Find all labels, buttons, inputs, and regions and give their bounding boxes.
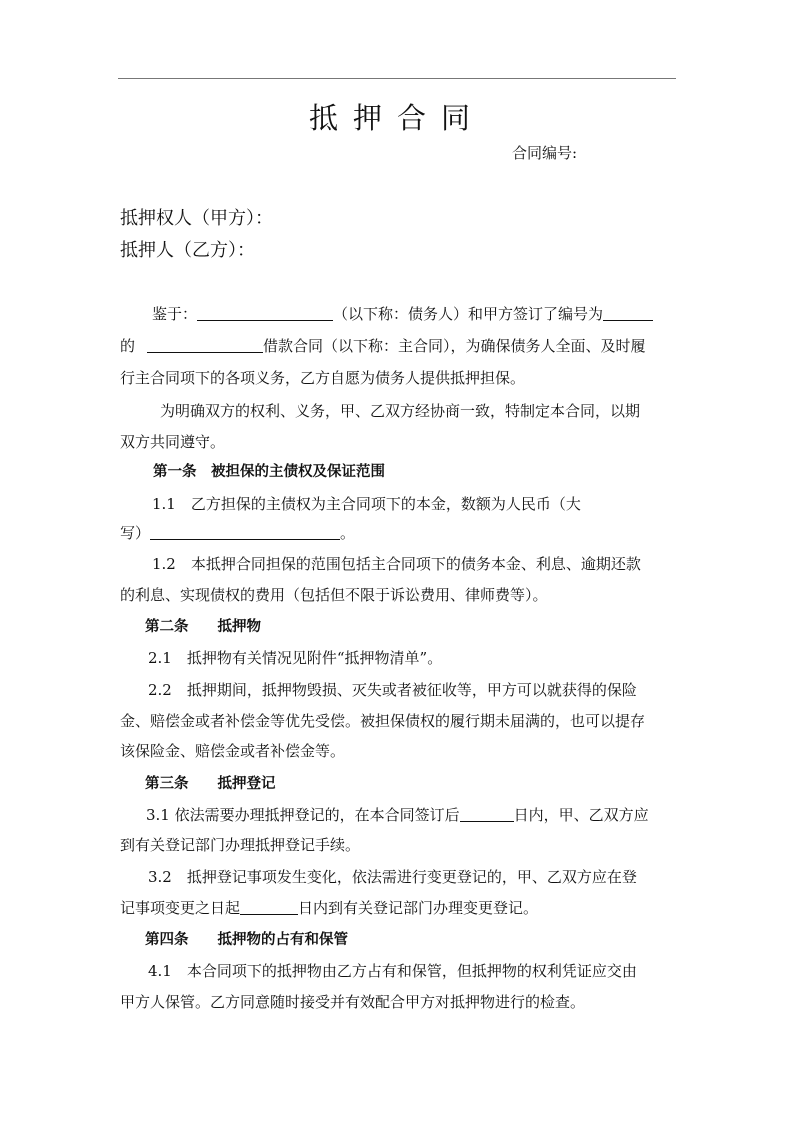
preamble-line-4: 为明确双方的权利、义务，甲、乙双方经协商一致，特制定本合同，以期	[160, 402, 641, 420]
clause-2-1: 2.1 抵押物有关情况见附件“抵押物清单”。	[148, 649, 443, 667]
clause-3-2: 3.2 抵押登记事项发生变化，依法需进行变更登记的，甲、乙双方应在登	[148, 868, 637, 886]
registration-days-blank	[460, 807, 514, 822]
clause-text: 。	[340, 524, 356, 542]
clause-3-1	[146, 804, 649, 825]
clause-3-1-cont: 到有关登记部门办理抵押登记手续。	[120, 836, 361, 854]
article-4-heading: 第四条 抵押物的占有和保管	[145, 932, 348, 948]
clause-text: 日内，甲、乙双方应	[513, 806, 649, 824]
article-1-heading: 第一条 被担保的主债权及保证范围	[153, 464, 385, 480]
clause-1-2: 1.2 本抵押合同担保的范围包括主合同项下的债务本金、利息、逾期还款	[152, 555, 641, 573]
clause-text: 日内到有关登记部门办理变更登记。	[298, 899, 539, 917]
clause-2-2: 2.2 抵押期间，抵押物毁损、灭失或者被征收等，甲方可以就获得的保险	[148, 681, 637, 699]
preamble-text: 的	[120, 337, 136, 355]
preamble-line-1	[152, 303, 653, 324]
clause-3-2-cont	[120, 897, 538, 918]
contract-number-label: 合同编号:	[512, 144, 578, 162]
clause-1-1-cont	[120, 522, 355, 543]
preamble-text: （以下称：债务人）和甲方签订了编号为	[333, 305, 604, 323]
preamble-line-2	[120, 335, 646, 356]
clause-2-2-cont-1: 金、赔偿金或者补偿金等优先受偿。被担保债权的履行期未届满的，也可以提存	[120, 712, 646, 730]
article-3-heading: 第三条 抵押登记	[145, 776, 276, 792]
clause-2-2-cont-2: 该保险金、赔偿金或者补偿金等。	[120, 742, 346, 760]
clause-4-1-cont: 甲方人保管。乙方同意随时接受并有效配合甲方对抵押物进行的检查。	[120, 993, 586, 1011]
clause-1-2-cont: 的利息、实现债权的费用（包括但不限于诉讼费用、律师费等）。	[120, 586, 548, 604]
clause-text: 写）	[120, 524, 151, 542]
clause-text: 3.1 依法需要办理抵押登记的，在本合同签订后	[146, 806, 460, 824]
debtor-blank	[197, 306, 333, 321]
clause-4-1: 4.1 本合同项下的抵押物由乙方占有和保管，但抵押物的权利凭证应交由	[148, 962, 637, 980]
change-days-blank	[240, 900, 298, 915]
clause-1-1: 1.1 乙方担保的主债权为主合同项下的本金，数额为人民币（大	[152, 495, 581, 513]
header-rule	[118, 78, 676, 79]
contract-number-blank	[603, 306, 653, 321]
article-2-heading: 第二条 抵押物	[145, 619, 261, 635]
amount-blank	[150, 525, 340, 540]
preamble-line-5: 双方共同遵守。	[120, 433, 226, 451]
mortgagee-label: 抵押权人（甲方）：	[120, 208, 273, 229]
loan-contract-blank	[147, 338, 263, 353]
preamble-text: 借款合同（以下称：主合同），为确保债务人全面、及时履	[263, 337, 646, 355]
preamble-line-3: 行主合同项下的各项义务，乙方自愿为债务人提供抵押担保。	[120, 369, 526, 387]
preamble-text: 鉴于：	[152, 305, 198, 323]
clause-text: 记事项变更之日起	[120, 899, 241, 917]
mortgagor-label: 抵押人（乙方）：	[120, 240, 255, 261]
document-title: 抵押合同	[308, 101, 485, 135]
